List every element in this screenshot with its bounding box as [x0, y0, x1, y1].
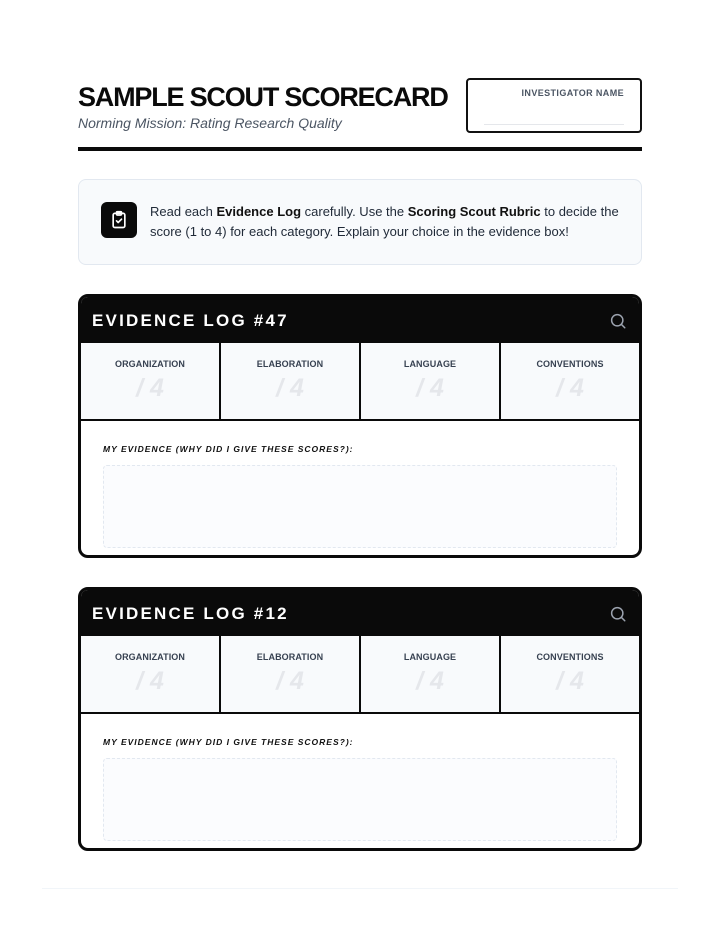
- score-grid: [81, 343, 639, 421]
- evidence-log-header: [81, 590, 639, 636]
- score-label: CONVENTIONS: [536, 652, 604, 662]
- score-cell-conventions[interactable]: [501, 343, 639, 419]
- evidence-log-card: [78, 587, 642, 851]
- clipboard-check-icon: [101, 202, 137, 238]
- score-value[interactable]: / 4: [276, 374, 304, 402]
- page-title: SAMPLE SCOUT SCORECARD: [78, 82, 448, 112]
- name-write-line: [484, 124, 624, 125]
- score-label: CONVENTIONS: [536, 359, 604, 369]
- instructions-text-part: to decide the score (1 to 4) for each category. Explain your choice in the evidence box!: [150, 204, 619, 239]
- instructions-rubric-emphasis: Scoring Scout Rubric: [407, 204, 541, 219]
- score-label: LANGUAGE: [403, 359, 457, 369]
- evidence-log-card: [78, 294, 642, 558]
- score-grid: [81, 636, 639, 714]
- score-cell-conventions[interactable]: [501, 636, 639, 712]
- scorecard-header: [78, 78, 642, 152]
- score-value[interactable]: / 4: [276, 667, 304, 695]
- investigator-name-label: INVESTIGATOR NAME: [521, 88, 624, 98]
- score-label: LANGUAGE: [403, 652, 457, 662]
- score-cell-organization[interactable]: [81, 343, 221, 419]
- evidence-log-title: EVIDENCE LOG #12: [92, 604, 289, 623]
- score-cell-language[interactable]: [361, 343, 501, 419]
- score-label: ELABORATION: [256, 652, 324, 662]
- score-cell-elaboration[interactable]: [221, 636, 361, 712]
- investigator-name-field[interactable]: [466, 78, 642, 133]
- instructions-panel: [78, 179, 642, 265]
- instructions-text-part: carefully. Use the: [301, 204, 408, 219]
- header-divider: [78, 147, 642, 151]
- score-value[interactable]: / 4: [556, 374, 584, 402]
- score-value[interactable]: / 4: [416, 374, 444, 402]
- score-label: ORGANIZATION: [114, 359, 186, 369]
- evidence-label: MY EVIDENCE (WHY DID I GIVE THESE SCORES?):: [103, 737, 354, 747]
- search-icon[interactable]: [609, 312, 627, 330]
- footer-divider: [42, 888, 678, 889]
- instructions-text-part: Read each: [150, 204, 217, 219]
- evidence-label: MY EVIDENCE (WHY DID I GIVE THESE SCORES?):: [103, 444, 354, 454]
- score-value[interactable]: / 4: [556, 667, 584, 695]
- score-cell-elaboration[interactable]: [221, 343, 361, 419]
- score-label: ORGANIZATION: [114, 652, 186, 662]
- instructions-text: [150, 202, 625, 242]
- score-cell-language[interactable]: [361, 636, 501, 712]
- instructions-evidence-log-emphasis: Evidence Log: [216, 204, 302, 219]
- search-icon[interactable]: [609, 605, 627, 623]
- score-cell-organization[interactable]: [81, 636, 221, 712]
- score-value[interactable]: / 4: [136, 374, 164, 402]
- evidence-log-title: EVIDENCE LOG #47: [92, 311, 289, 330]
- page-subtitle: Norming Mission: Rating Research Quality: [78, 115, 342, 131]
- score-label: ELABORATION: [256, 359, 324, 369]
- evidence-input-box[interactable]: [103, 758, 617, 841]
- score-value[interactable]: / 4: [416, 667, 444, 695]
- evidence-log-header: [81, 297, 639, 343]
- score-value[interactable]: / 4: [136, 667, 164, 695]
- evidence-input-box[interactable]: [103, 465, 617, 548]
